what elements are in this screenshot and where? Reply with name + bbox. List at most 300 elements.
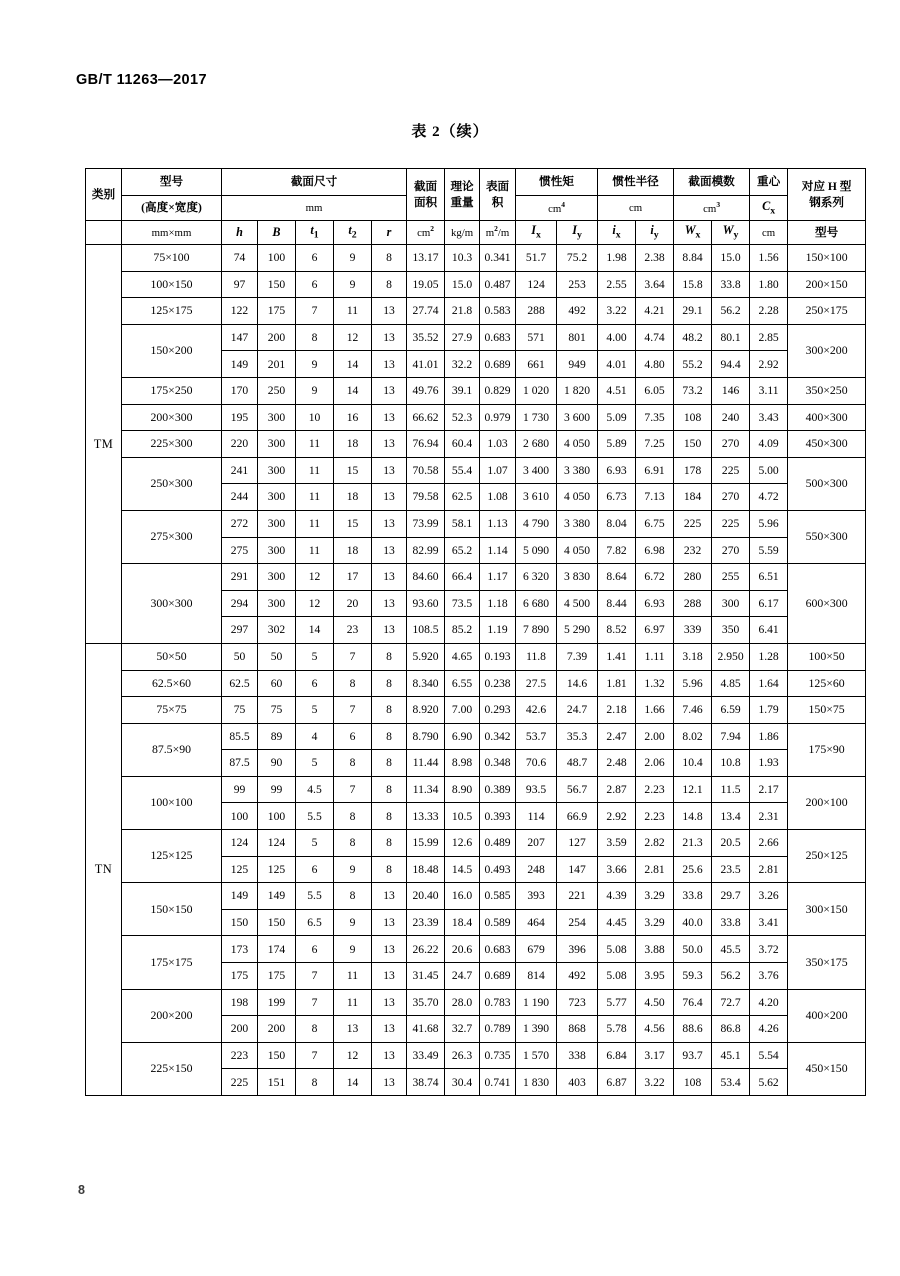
cell-Iy: 14.6	[557, 670, 598, 697]
cell-G: 66.4	[445, 564, 480, 591]
cell-t1: 5	[296, 643, 334, 670]
category-spacer	[86, 723, 122, 750]
cell-B: 124	[258, 830, 296, 857]
cell-A: 26.22	[407, 936, 445, 963]
cell-Iy: 4 050	[557, 484, 598, 511]
cell-Wy: 53.4	[712, 1069, 750, 1096]
category-spacer	[86, 271, 122, 298]
cell-Wy: 240	[712, 404, 750, 431]
cell-Wy: 33.8	[712, 271, 750, 298]
cell-t2: 23	[334, 617, 372, 644]
cell-t2: 9	[334, 936, 372, 963]
cell-t2: 8	[334, 750, 372, 777]
cell-iy: 3.95	[636, 963, 674, 990]
cell-G: 30.4	[445, 1069, 480, 1096]
iy-sub: y	[653, 229, 659, 241]
cell-Iy: 147	[557, 856, 598, 883]
cell-t2: 7	[334, 643, 372, 670]
cell-ix: 6.73	[598, 484, 636, 511]
cell-B: 300	[258, 457, 296, 484]
cell-Ix: 51.7	[516, 245, 557, 272]
header-area-unit: $cm^2$	[407, 221, 445, 245]
cell-Iy: 492	[557, 963, 598, 990]
cell-Wy: 270	[712, 537, 750, 564]
h-series-cell: 450×150	[788, 1042, 866, 1095]
cell-B: 300	[258, 564, 296, 591]
cell-r: 13	[372, 510, 407, 537]
h-series-cell: 350×250	[788, 377, 866, 404]
cell-Ix: 5 090	[516, 537, 557, 564]
cell-Wy: 80.1	[712, 324, 750, 351]
cell-Cx: 6.41	[750, 617, 788, 644]
cell-A: 49.76	[407, 377, 445, 404]
cell-A: 8.920	[407, 697, 445, 724]
cell-iy: 4.56	[636, 1016, 674, 1043]
cell-t1: 7	[296, 298, 334, 325]
cell-B: 75	[258, 697, 296, 724]
header-row-1	[86, 169, 866, 196]
header-model-unit: mm×mm	[122, 221, 222, 245]
table-row	[86, 989, 866, 1016]
cell-Wx: 232	[674, 537, 712, 564]
cell-Iy: 396	[557, 936, 598, 963]
category-spacer	[86, 617, 122, 644]
h-series-cell: 400×200	[788, 989, 866, 1042]
cell-S: 0.193	[480, 643, 516, 670]
unit-sup-4: 4	[561, 199, 566, 209]
model-cell: 250×300	[122, 457, 222, 510]
cell-Cx: 3.41	[750, 909, 788, 936]
area-sup-2: 2	[430, 224, 435, 234]
category-cell: TN	[86, 856, 122, 883]
cell-Iy: 338	[557, 1042, 598, 1069]
cell-t2: 20	[334, 590, 372, 617]
cell-t1: 11	[296, 537, 334, 564]
cell-r: 13	[372, 909, 407, 936]
category-spacer	[86, 643, 122, 670]
cell-Ix: 53.7	[516, 723, 557, 750]
cell-r: 13	[372, 989, 407, 1016]
cell-B: 175	[258, 963, 296, 990]
category-spacer	[86, 510, 122, 537]
cell-ix: 2.47	[598, 723, 636, 750]
cell-B: 125	[258, 856, 296, 883]
cell-S: 1.18	[480, 590, 516, 617]
cell-Iy: 5 290	[557, 617, 598, 644]
cell-h: 225	[222, 1069, 258, 1096]
cell-t1: 10	[296, 404, 334, 431]
category-spacer	[86, 909, 122, 936]
cell-Wx: 8.84	[674, 245, 712, 272]
cell-t2: 18	[334, 537, 372, 564]
cell-G: 12.6	[445, 830, 480, 857]
cell-Ix: 7 890	[516, 617, 557, 644]
Iy-sub: y	[576, 229, 582, 241]
cell-Ix: 4 790	[516, 510, 557, 537]
cell-G: 24.7	[445, 963, 480, 990]
cell-r: 8	[372, 670, 407, 697]
cell-Iy: 801	[557, 324, 598, 351]
cell-Iy: 868	[557, 1016, 598, 1043]
cell-h: 294	[222, 590, 258, 617]
cell-B: 200	[258, 1016, 296, 1043]
h-series-cell: 350×175	[788, 936, 866, 989]
cell-r: 13	[372, 298, 407, 325]
cell-S: 1.17	[480, 564, 516, 591]
cell-Cx: 4.20	[750, 989, 788, 1016]
cell-Wy: 94.4	[712, 351, 750, 378]
cell-h: 195	[222, 404, 258, 431]
cell-r: 13	[372, 324, 407, 351]
h-series-cell: 300×150	[788, 883, 866, 936]
cell-t2: 15	[334, 457, 372, 484]
cell-r: 13	[372, 1042, 407, 1069]
h-series-cell: 300×200	[788, 324, 866, 377]
cell-Cx: 4.26	[750, 1016, 788, 1043]
cell-G: 6.55	[445, 670, 480, 697]
cell-ix: 4.00	[598, 324, 636, 351]
cell-h: 100	[222, 803, 258, 830]
cell-B: 174	[258, 936, 296, 963]
header-centroid-unit: cm	[750, 221, 788, 245]
cell-Iy: 1 820	[557, 377, 598, 404]
cell-ix: 3.59	[598, 830, 636, 857]
cell-iy: 2.23	[636, 776, 674, 803]
cell-G: 27.9	[445, 324, 480, 351]
cell-t1: 8	[296, 1069, 334, 1096]
h-series-cell: 500×300	[788, 457, 866, 510]
cell-iy: 6.75	[636, 510, 674, 537]
category-spacer	[86, 537, 122, 564]
model-cell: 125×175	[122, 298, 222, 325]
model-cell: 225×300	[122, 431, 222, 458]
category-spacer	[86, 590, 122, 617]
cell-A: 15.99	[407, 830, 445, 857]
cell-Iy: 127	[557, 830, 598, 857]
table-row	[86, 776, 866, 803]
table-row	[86, 510, 866, 537]
cell-t1: 5.5	[296, 803, 334, 830]
cell-t2: 9	[334, 245, 372, 272]
cell-Wx: 225	[674, 510, 712, 537]
table-row	[86, 670, 866, 697]
cell-Wy: 270	[712, 484, 750, 511]
cell-Cx: 6.17	[750, 590, 788, 617]
cell-h: 241	[222, 457, 258, 484]
cell-Ix: 1 390	[516, 1016, 557, 1043]
cell-S: 0.493	[480, 856, 516, 883]
category-spacer	[86, 989, 122, 1016]
cell-t1: 7	[296, 1042, 334, 1069]
header-section-size-unit: mm	[222, 196, 407, 221]
cell-G: 32.7	[445, 1016, 480, 1043]
cell-h: 220	[222, 431, 258, 458]
cell-ix: 1.41	[598, 643, 636, 670]
cell-h: 85.5	[222, 723, 258, 750]
cell-Wy: 270	[712, 431, 750, 458]
cell-S: 0.583	[480, 298, 516, 325]
cell-Cx: 5.62	[750, 1069, 788, 1096]
cell-iy: 1.11	[636, 643, 674, 670]
table-row	[86, 245, 866, 272]
Wy-sub: y	[733, 229, 739, 241]
cell-iy: 6.98	[636, 537, 674, 564]
cell-G: 4.65	[445, 643, 480, 670]
cell-ix: 6.84	[598, 1042, 636, 1069]
table-row	[86, 723, 866, 750]
cell-G: 21.8	[445, 298, 480, 325]
model-cell: 300×300	[122, 564, 222, 644]
cell-Wx: 280	[674, 564, 712, 591]
cell-ix: 2.87	[598, 776, 636, 803]
category-spacer	[86, 803, 122, 830]
cell-S: 1.13	[480, 510, 516, 537]
model-cell: 50×50	[122, 643, 222, 670]
cell-Cx: 2.28	[750, 298, 788, 325]
cell-A: 20.40	[407, 883, 445, 910]
cell-Ix: 393	[516, 883, 557, 910]
cell-t2: 9	[334, 909, 372, 936]
cell-ix: 8.64	[598, 564, 636, 591]
cell-Wx: 55.2	[674, 351, 712, 378]
cell-iy: 7.13	[636, 484, 674, 511]
cell-Wy: 33.8	[712, 909, 750, 936]
cell-A: 18.48	[407, 856, 445, 883]
cell-Wx: 8.02	[674, 723, 712, 750]
cell-A: 35.52	[407, 324, 445, 351]
centroid-sub: x	[770, 205, 776, 217]
cell-Wx: 12.1	[674, 776, 712, 803]
cell-A: 11.34	[407, 776, 445, 803]
cell-Wy: 350	[712, 617, 750, 644]
cell-h: 125	[222, 856, 258, 883]
header-iy: $i_y$	[636, 221, 674, 245]
cell-t1: 6	[296, 936, 334, 963]
cell-Wy: 29.7	[712, 883, 750, 910]
cell-Ix: 1 190	[516, 989, 557, 1016]
cell-r: 8	[372, 245, 407, 272]
category-spacer	[86, 670, 122, 697]
model-cell: 200×300	[122, 404, 222, 431]
cell-t1: 14	[296, 617, 334, 644]
Wx-sub: x	[695, 229, 701, 241]
cell-h: 272	[222, 510, 258, 537]
cell-iy: 3.29	[636, 883, 674, 910]
cell-Cx: 1.64	[750, 670, 788, 697]
table-row	[86, 457, 866, 484]
cell-Wx: 184	[674, 484, 712, 511]
cell-t1: 5.5	[296, 883, 334, 910]
t2-sub: 2	[351, 229, 357, 241]
cell-iy: 7.35	[636, 404, 674, 431]
header-surface: 表面 积	[480, 169, 516, 221]
ix-sub: x	[615, 229, 621, 241]
category-spacer	[86, 963, 122, 990]
cell-Wx: 76.4	[674, 989, 712, 1016]
cell-ix: 1.98	[598, 245, 636, 272]
cell-iy: 2.23	[636, 803, 674, 830]
cell-t2: 13	[334, 1016, 372, 1043]
h-series-cell: 550×300	[788, 510, 866, 563]
cell-Cx: 2.17	[750, 776, 788, 803]
cell-Ix: 1 020	[516, 377, 557, 404]
cell-Ix: 11.8	[516, 643, 557, 670]
category-spacer	[86, 936, 122, 963]
cell-h: 150	[222, 909, 258, 936]
cell-Wy: 56.2	[712, 298, 750, 325]
cell-t2: 16	[334, 404, 372, 431]
cell-A: 93.60	[407, 590, 445, 617]
cell-ix: 5.09	[598, 404, 636, 431]
cell-Wx: 93.7	[674, 1042, 712, 1069]
cell-A: 38.74	[407, 1069, 445, 1096]
h-series-cell: 400×300	[788, 404, 866, 431]
header-area: 截面 面积	[407, 169, 445, 221]
cell-S: 1.08	[480, 484, 516, 511]
table-row	[86, 936, 866, 963]
cell-Iy: 3 600	[557, 404, 598, 431]
cell-Iy: 221	[557, 883, 598, 910]
cell-S: 0.789	[480, 1016, 516, 1043]
h-series-cell: 100×50	[788, 643, 866, 670]
cell-A: 13.33	[407, 803, 445, 830]
cell-iy: 2.81	[636, 856, 674, 883]
cell-Wx: 48.2	[674, 324, 712, 351]
cell-S: 0.683	[480, 324, 516, 351]
cell-Iy: 949	[557, 351, 598, 378]
cell-Cx: 3.11	[750, 377, 788, 404]
cell-B: 302	[258, 617, 296, 644]
cell-t2: 7	[334, 697, 372, 724]
category-spacer	[86, 750, 122, 777]
header-category-spacer	[86, 221, 122, 245]
cell-t1: 5	[296, 697, 334, 724]
table-row	[86, 1042, 866, 1069]
cell-S: 0.689	[480, 963, 516, 990]
cell-Ix: 6 320	[516, 564, 557, 591]
cell-Iy: 75.2	[557, 245, 598, 272]
cell-G: 52.3	[445, 404, 480, 431]
cell-iy: 3.22	[636, 1069, 674, 1096]
cell-Iy: 48.7	[557, 750, 598, 777]
cell-Wx: 59.3	[674, 963, 712, 990]
header-surface-unit: $m^2/m$	[480, 221, 516, 245]
cell-Wy: 4.85	[712, 670, 750, 697]
cell-Wx: 108	[674, 404, 712, 431]
cell-A: 66.62	[407, 404, 445, 431]
cell-G: 16.0	[445, 883, 480, 910]
table-head	[86, 169, 866, 245]
cell-h: 124	[222, 830, 258, 857]
cell-G: 55.4	[445, 457, 480, 484]
cell-r: 13	[372, 377, 407, 404]
cell-iy: 3.17	[636, 1042, 674, 1069]
cell-ix: 4.51	[598, 377, 636, 404]
header-inertia-radius: 惯性半径	[598, 169, 674, 196]
cell-Wy: 7.94	[712, 723, 750, 750]
model-cell: 100×150	[122, 271, 222, 298]
cell-ix: 4.39	[598, 883, 636, 910]
cell-Iy: 253	[557, 271, 598, 298]
cell-S: 0.735	[480, 1042, 516, 1069]
table-row	[86, 883, 866, 910]
spec-table-container	[85, 168, 852, 1096]
category-spacer	[86, 1016, 122, 1043]
cell-ix: 2.92	[598, 803, 636, 830]
cell-iy: 4.21	[636, 298, 674, 325]
cell-Ix: 93.5	[516, 776, 557, 803]
cell-B: 150	[258, 271, 296, 298]
cell-t1: 5	[296, 750, 334, 777]
table-caption: 表 2（续）	[411, 124, 489, 140]
cell-Wy: 23.5	[712, 856, 750, 883]
surface-sup-2: 2	[494, 224, 498, 234]
cell-iy: 4.80	[636, 351, 674, 378]
h-series-cell: 200×150	[788, 271, 866, 298]
cell-G: 60.4	[445, 431, 480, 458]
cell-Ix: 70.6	[516, 750, 557, 777]
cell-B: 300	[258, 510, 296, 537]
header-ix: $i_x$	[598, 221, 636, 245]
cell-r: 8	[372, 271, 407, 298]
h-series-cell: 125×60	[788, 670, 866, 697]
cell-S: 1.14	[480, 537, 516, 564]
cell-Wx: 88.6	[674, 1016, 712, 1043]
cell-B: 99	[258, 776, 296, 803]
cell-S: 1.07	[480, 457, 516, 484]
cell-Cx: 3.76	[750, 963, 788, 990]
h-series-cell: 250×125	[788, 830, 866, 883]
cell-S: 0.585	[480, 883, 516, 910]
cell-B: 250	[258, 377, 296, 404]
cell-Wx: 40.0	[674, 909, 712, 936]
cell-t1: 12	[296, 564, 334, 591]
cell-Cx: 1.79	[750, 697, 788, 724]
cell-Cx: 3.43	[750, 404, 788, 431]
cell-h: 122	[222, 298, 258, 325]
cell-A: 108.5	[407, 617, 445, 644]
table-row	[86, 830, 866, 857]
cell-iy: 2.38	[636, 245, 674, 272]
cell-S: 0.829	[480, 377, 516, 404]
cell-Iy: 492	[557, 298, 598, 325]
cell-Cx: 1.93	[750, 750, 788, 777]
cell-h: 200	[222, 1016, 258, 1043]
cell-Ix: 1 570	[516, 1042, 557, 1069]
cell-B: 300	[258, 431, 296, 458]
cell-iy: 4.74	[636, 324, 674, 351]
cell-Wy: 11.5	[712, 776, 750, 803]
header-section-size: 截面尺寸	[222, 169, 407, 196]
cell-t1: 7	[296, 989, 334, 1016]
cell-h: 244	[222, 484, 258, 511]
cell-Ix: 679	[516, 936, 557, 963]
cell-h: 223	[222, 1042, 258, 1069]
cell-iy: 7.25	[636, 431, 674, 458]
cell-G: 10.5	[445, 803, 480, 830]
header-category: 类别	[86, 169, 122, 221]
cell-B: 100	[258, 245, 296, 272]
cell-Cx: 1.86	[750, 723, 788, 750]
cell-Cx: 2.85	[750, 324, 788, 351]
cell-Iy: 35.3	[557, 723, 598, 750]
cell-A: 27.74	[407, 298, 445, 325]
cell-t2: 7	[334, 776, 372, 803]
cell-A: 8.340	[407, 670, 445, 697]
model-cell: 125×125	[122, 830, 222, 883]
cell-t1: 4	[296, 723, 334, 750]
cell-t2: 8	[334, 830, 372, 857]
